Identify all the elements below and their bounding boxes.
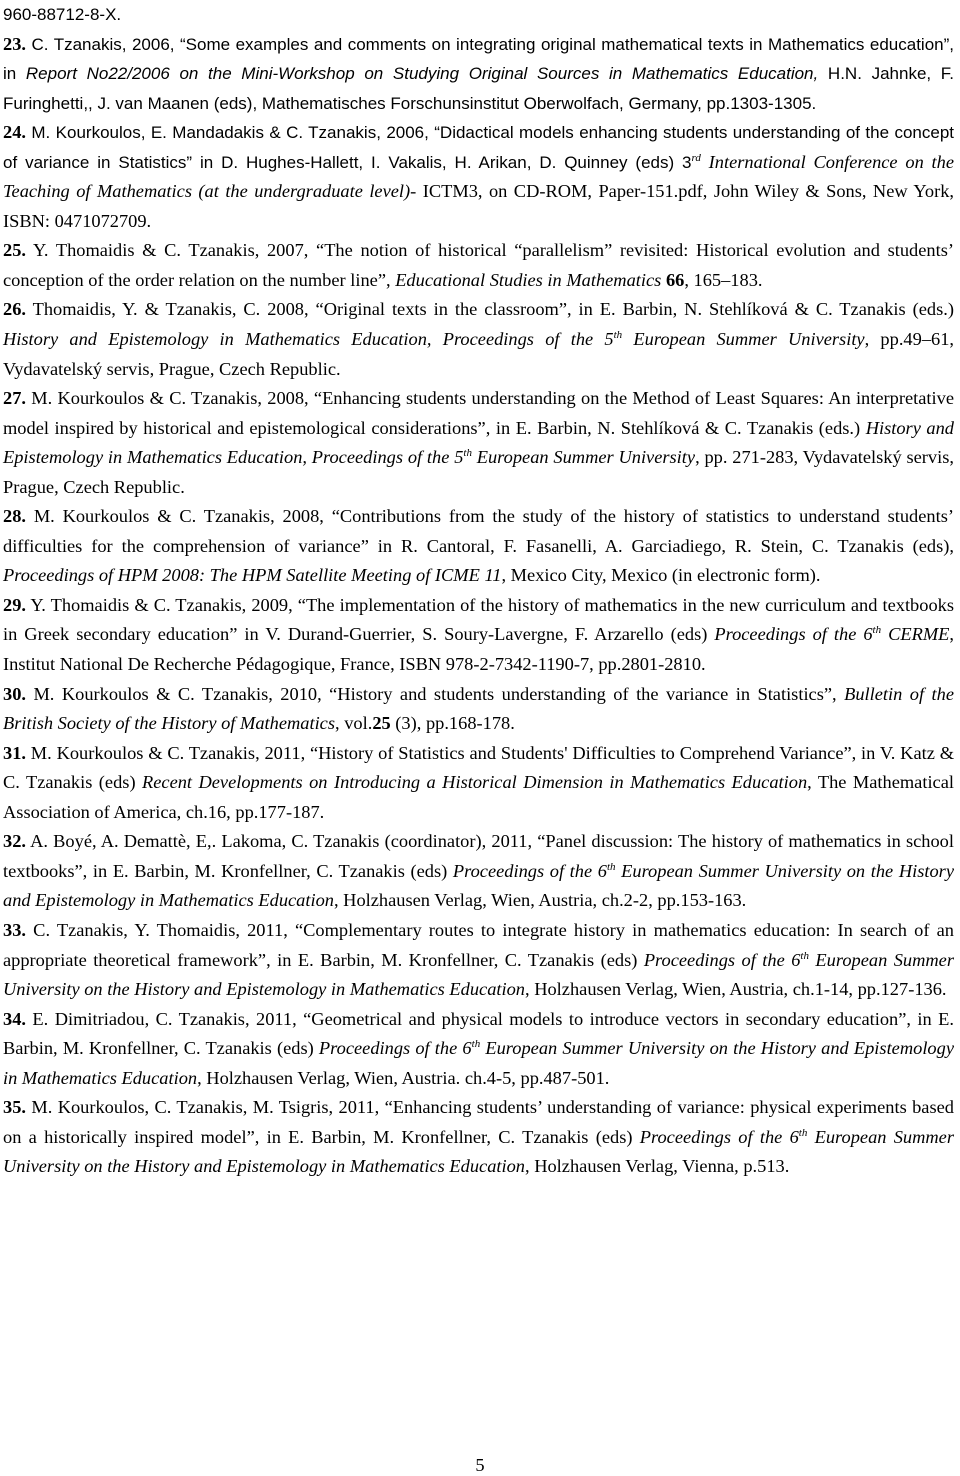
reference-text: Proceedings of the 6	[318, 1038, 472, 1059]
reference-entry	[3, 384, 954, 502]
reference-text: M. Kourkoulos & C. Tzanakis, 2010, “History and students understanding of the variance in Statistics”,	[26, 683, 845, 704]
reference-text: E. Dimitriadou, C. Tzanakis, 2011, “Geometrical and physical models to introduce vectors in secondary education”, in E. Barbin, M. Kronfellner, C. Tzanakis (eds)	[3, 1008, 954, 1059]
reference-text: , Holzhausen Verlag, Vienna, p.513.	[525, 1156, 790, 1177]
reference-text: European Summer University on the History and Epistemology in Mathematics Education	[3, 860, 954, 911]
reference-number: 33.	[3, 919, 26, 940]
reference-text: Proceedings of the 6	[639, 1126, 799, 1147]
reference-text: , Institut National De Recherche Pédagogique, France, ISBN 978-2-7342-1190-7, pp.2801-2810.	[3, 624, 954, 675]
reference-text: , 165–183.	[684, 269, 763, 290]
reference-text: 25	[372, 713, 391, 734]
reference-text: , The Mathematical Association of America, ch.16, pp.177-187.	[3, 772, 954, 822]
reference-text: Bulletin of the British Society of the History of Mathematics	[3, 683, 954, 734]
reference-text: CERME	[881, 624, 950, 645]
reference-text: Proceedings of the 6	[714, 624, 873, 645]
reference-text: , Holzhausen Verlag, Wien, Austria, ch.2-2, pp.153-163.	[333, 890, 747, 911]
reference-text: M. Kourkoulos, C. Tzanakis, M. Tsigris, 2011, “Enhancing students’ understanding of variance: physical experiments based on a historically inspired model”, in E. Barbin, M. Kronfellner, C. Tzanakis (eds)	[3, 1097, 954, 1147]
reference-text: , vol.	[335, 713, 373, 734]
reference-text: Y. Thomaidis & C. Tzanakis, 2007, “The notion of historical “parallelism” revisited: Historical evolution and students’ conception of the order relation on the number line”,	[3, 240, 954, 290]
reference-entry	[3, 591, 954, 680]
reference-text: M. Kourkoulos & C. Tzanakis, 2011, “History of Statistics and Students' Difficulties to Comprehend Variance”, in V. Katz & C. Tzanakis (eds)	[3, 742, 954, 793]
reference-number: 25.	[3, 240, 26, 261]
reference-text: th	[872, 624, 882, 637]
reference-text: Proceedings of the 6	[452, 860, 607, 881]
reference-text: History and Epistemology in Mathematics Education, Proceedings of the 5	[3, 329, 614, 350]
reference-number: 24.	[3, 122, 26, 143]
reference-entry	[3, 827, 954, 916]
reference-number: 31.	[3, 742, 26, 763]
reference-text: 960-88712-8-X.	[3, 5, 122, 24]
reference-text: th	[606, 860, 616, 873]
reference-entry	[3, 916, 954, 1005]
page-number: 5	[475, 1455, 485, 1475]
reference-text: M. Kourkoulos, E. Mandadakis & C. Tzanakis, 2006, “Didactical models enhancing students understanding of the concept of variance in Statistics” in D. Hughes-Hallett, I. Vakalis, H. Arikan, D. Quinney (eds) 3	[3, 123, 954, 172]
reference-number: 23.	[3, 33, 26, 54]
reference-text: rd	[691, 151, 701, 164]
reference-text: (3), pp.168-178.	[390, 713, 515, 734]
reference-text: - ICTM3, on CD-ROM, Paper-151.pdf, John Wiley & Sons, New York, ISBN: 0471072709.	[3, 181, 954, 231]
reference-text: th	[471, 1038, 481, 1051]
reference-text: Proceedings of the 6	[643, 949, 801, 970]
reference-number: 35.	[3, 1097, 26, 1118]
reference-number: 27.	[3, 388, 26, 409]
reference-text: Thomaidis, Y. & Tzanakis, C. 2008, “Original texts in the classroom”, in E. Barbin, N. Stehlíková & C. Tzanakis (eds.)	[26, 299, 954, 320]
reference-text: , Mexico City, Mexico (in electronic form).	[501, 565, 821, 586]
reference-entry	[3, 0, 954, 30]
reference-text: International Conference on the Teaching of Mathematics (at the undergraduate level)	[3, 151, 955, 202]
reference-text: H.N. Jahnke, F. Furinghetti,, J. van Maanen (eds), Mathematisches Forschunsinstitut Oberwolfach, Germany, pp.1303-1305.	[3, 64, 955, 113]
reference-text: Y. Thomaidis & C. Tzanakis, 2009, “The implementation of the history of mathematics in the new curriculum and textbooks in Greek secondary education” in V. Durand-Guerrier, S. Soury-Lavergne, F. Arzarello (eds)	[3, 594, 954, 645]
reference-entry	[3, 680, 954, 739]
reference-text: M. Kourkoulos & C. Tzanakis, 2008, “Enhancing students understanding on the Method of Least Squares: An interpretative model inspired by historical and epistemological considerations”, in E. Barbin, N. Stehlíková & C. Tzanakis (eds.)	[3, 388, 954, 438]
reference-entry	[3, 30, 954, 119]
reference-entry	[3, 236, 954, 295]
reference-entry	[3, 118, 954, 236]
reference-text: 66	[665, 269, 685, 290]
reference-number: 26.	[3, 299, 26, 320]
reference-text: C. Tzanakis, 2006, “Some examples and comments on integrating original mathematical texts in Mathematics education”, in	[3, 34, 954, 84]
reference-number: 28.	[3, 506, 26, 527]
reference-text: Recent Developments on Introducing a Historical Dimension in Mathematics Education	[142, 772, 808, 793]
reference-number: 29.	[3, 594, 26, 615]
reference-list	[3, 0, 954, 1182]
reference-text: Proceedings of HPM 2008: The HPM Satellite Meeting of ICME 11	[3, 565, 502, 586]
reference-text: , pp.49–61, Vydavatelský servis, Prague, Czech Republic.	[3, 329, 954, 379]
reference-text: th	[463, 447, 472, 460]
reference-text: European Summer University on the History and Epistemology in Mathematics Education	[3, 1126, 954, 1177]
reference-text: th	[613, 329, 623, 342]
reference-text: History and Epistemology in Mathematics Education, Proceedings of the 5	[3, 417, 954, 468]
reference-text: , Holzhausen Verlag, Wien, Austria, ch.1-14, pp.127-136.	[525, 979, 947, 1000]
reference-text: C. Tzanakis, Y. Thomaidis, 2011, “Complementary routes to integrate history in mathematics education: In search of an appropriate theoretical framework”, in E. Barbin, M. Kronfellner, C. Tzanakis (eds)	[3, 919, 954, 970]
reference-text: , Holzhausen Verlag, Wien, Austria. ch.4-5, pp.487-501.	[197, 1067, 610, 1088]
reference-text: European Summer University on the History and Epistemology in Mathematics Education	[3, 949, 954, 1000]
reference-number: 32.	[3, 831, 26, 852]
reference-text: , pp. 271-283, Vydavatelský servis, Prague, Czech Republic.	[3, 447, 954, 497]
reference-text: European Summer University on the History and Epistemology in Mathematics Education	[3, 1038, 954, 1088]
reference-entry	[3, 1005, 954, 1094]
reference-text: th	[800, 949, 809, 962]
reference-entry	[3, 1093, 954, 1182]
reference-text: Educational Studies in Mathematics	[395, 269, 662, 290]
reference-text: A. Boyé, A. Demattè, E,. Lakoma, C. Tzanakis (coordinator), 2011, “Panel discussion: The history of mathematics in school textbooks”, in E. Barbin, M. Kronfellner, C. Tzanakis (eds)	[3, 831, 954, 881]
reference-text: European Summer University	[622, 329, 865, 350]
reference-entry	[3, 502, 954, 591]
reference-entry	[3, 739, 954, 828]
reference-number: 30.	[3, 683, 26, 704]
reference-text: M. Kourkoulos & C. Tzanakis, 2008, “Contributions from the study of the history of statistics to understand students’ difficulties for the comprehension of variance” in R. Cantoral, F. Fasanelli, A. Garciadiego, R. Stein, C. Tzanakis (eds),	[3, 506, 954, 556]
reference-text: th	[798, 1126, 808, 1139]
reference-text: European Summer University	[471, 447, 696, 468]
reference-text: Report No22/2006 on the Mini-Workshop on Studying Original Sources in Mathematics Education,	[25, 64, 819, 84]
reference-number: 34.	[3, 1008, 26, 1029]
reference-entry	[3, 295, 954, 384]
